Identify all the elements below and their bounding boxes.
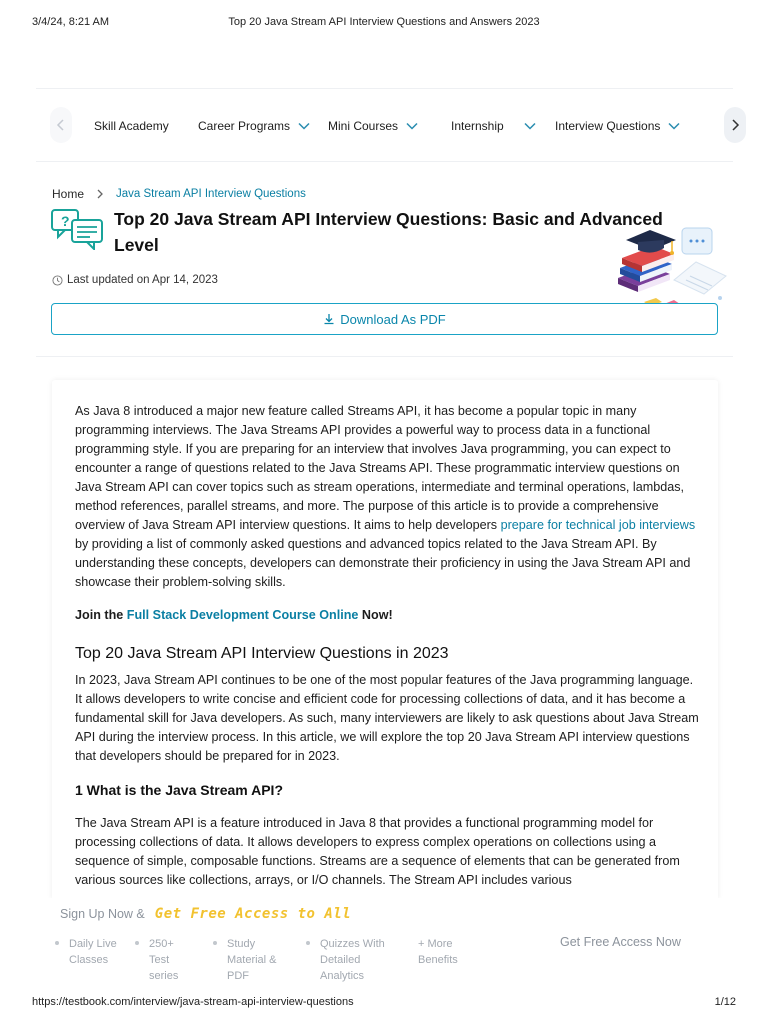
print-page-number: 1/12: [714, 996, 736, 1008]
print-date: 3/4/24, 8:21 AM: [32, 16, 110, 28]
nav-item-career-programs[interactable]: Career Programs: [198, 119, 310, 133]
print-header: [32, 16, 736, 30]
chevron-right-icon: [730, 119, 740, 131]
download-pdf-button[interactable]: [51, 303, 718, 335]
svg-text:?: ?: [61, 213, 70, 229]
chevron-right-icon: [96, 189, 104, 199]
signup-highlight: Get Free Access to All: [154, 906, 352, 922]
section-divider: [36, 356, 733, 357]
benefit-item: Daily Live Classes: [69, 936, 131, 968]
signup-banner: [36, 898, 733, 994]
bullet-icon: [213, 941, 217, 945]
benefit-item: 250+ Test series: [149, 936, 191, 984]
download-pdf-label: Download As PDF: [340, 311, 446, 327]
nav-item-internship[interactable]: Internship: [451, 119, 536, 133]
chevron-left-icon: [56, 119, 66, 131]
chevron-down-icon: [298, 122, 310, 130]
full-stack-course-link[interactable]: Full Stack Development Course Online: [126, 608, 359, 622]
breadcrumb-home-link[interactable]: Home: [52, 187, 85, 201]
benefit-item: Quizzes With Detailed Analytics: [320, 936, 392, 984]
print-title: Top 20 Java Stream API Interview Questions and Answers 2023: [228, 16, 540, 28]
article-card: [52, 380, 718, 900]
more-benefits: + More Benefits: [418, 938, 458, 966]
chat-question-icon: [50, 208, 106, 250]
chevron-down-icon: [524, 122, 536, 130]
question-answer: The Java Stream API is a feature introduced in Java 8 that provides a functional programming model for processing collections of data. It allows developers to express complex operations on collections using a sequence of simple, composable functions. Streams are a sequence of elements that can be generated from various sources like collections, arrays, or I/O channels. The Stream API includes various: [75, 816, 680, 887]
prepare-interviews-link[interactable]: prepare for technical job interviews: [500, 518, 696, 532]
download-icon: [323, 313, 335, 325]
signup-title: Sign Up Now & Get Free Access to All: [60, 906, 352, 922]
bullet-icon: [306, 941, 310, 945]
chevron-down-icon: [668, 122, 680, 130]
clock-icon: [52, 275, 63, 286]
bullet-icon: [55, 941, 59, 945]
article-body: [75, 402, 700, 900]
print-footer: [32, 996, 736, 1010]
chevron-down-icon: [406, 122, 418, 130]
get-free-access-button[interactable]: Get Free Access Now: [560, 935, 681, 949]
intro-paragraph: As Java 8 introduced a major new feature called Streams API, it has become a popular topic in many programming interviews. The Java Streams API provides a powerful way to process data in a functional programming style. If you are preparing for an interview that involves Java programming, you can expect to encounter a range of questions related to the Java Streams API. These programmatic interview questions on Java Stream API can cover topics such as stream operations, intermediate and terminal operations, lambdas, method references, parallel streams, and more. The purpose of this article is to provide a comprehensive overview of Java Stream API interview questions. It aims to help developers prepare for technical job interviews by providing a list of commonly asked questions and advanced topics related to the Java Stream API. By understanding these concepts, developers can demonstrate their proficiency in using the Java Stream API and showcase their problem-solving skills.: [75, 404, 696, 589]
section-paragraph: In 2023, Java Stream API continues to be one of the most popular features of the Java programming language. It allows developers to write concise and efficient code for processing collections of data, and it has become a fundamental skill for Java developers. As such, many interviewers are likely to ask questions about Java Stream API during the interview process. In this article, we will explore the top 20 Java Stream API interview questions that developers should be prepared for in 2023.: [75, 673, 699, 763]
last-updated: [52, 274, 218, 286]
print-url: https://testbook.com/interview/java-stream-api-interview-questions: [32, 996, 354, 1008]
nav-scroll-right-button[interactable]: [724, 107, 746, 143]
question-heading: 1 What is the Java Stream API?: [75, 782, 283, 798]
nav-scroll-left-button[interactable]: [50, 107, 72, 143]
breadcrumb-current-link[interactable]: Java Stream API Interview Questions: [116, 188, 306, 200]
section-heading: Top 20 Java Stream API Interview Questions in 2023: [75, 645, 449, 662]
top-navigation: [36, 88, 733, 162]
last-updated-text: Last updated on Apr 14, 2023: [67, 274, 218, 286]
join-course-line: Join the Full Stack Development Course Online Now!: [75, 608, 393, 622]
nav-item-skill-academy[interactable]: Skill Academy: [94, 119, 169, 133]
page-title: Top 20 Java Stream API Interview Questions: Basic and Advanced Level: [114, 209, 663, 255]
bullet-icon: [135, 941, 139, 945]
breadcrumb: [52, 187, 306, 201]
nav-item-interview-questions[interactable]: Interview Questions: [555, 119, 680, 133]
nav-item-mini-courses[interactable]: Mini Courses: [328, 119, 418, 133]
benefit-item: Study Material & PDF: [227, 936, 289, 984]
